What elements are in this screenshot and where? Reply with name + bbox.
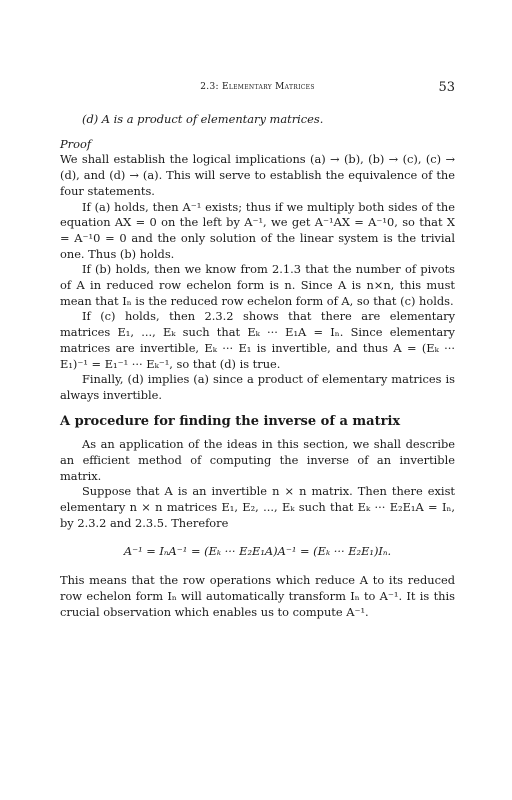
proof-paragraph: If (b) holds, then we know from 2.1.3 that the number of pivots of A in reduced row echelon form is n. Since A is n×n, this must mean that Iₙ is the reduced row echelon form of A, so that (c) holds.: [60, 262, 455, 308]
proof-paragraph: We shall establish the logical implications (a) → (b), (b) → (c), (c) → (d), and (d) → (a). This will serve to establish the equivalence of the four statements.: [60, 152, 455, 198]
proof-paragraph: If (a) holds, then A⁻¹ exists; thus if we multiply both sides of the equation AX = 0 on the left by A⁻¹, we get A⁻¹AX = A⁻¹0, so that X = A⁻¹0 = 0 and the only solution of the linear system is the trivial one. Thus (b) holds.: [60, 199, 455, 261]
section-paragraph: As an application of the ideas in this section, we shall describe an efficient method of computing the inverse of an invertible matrix.: [60, 437, 455, 483]
proof-label: Proof: [60, 136, 92, 151]
section-heading: A procedure for finding the inverse of a matrix: [60, 413, 401, 429]
display-equation: A⁻¹ = IₙA⁻¹ = (Eₖ ··· E₂E₁A)A⁻¹ = (Eₖ ··· E₂E₁)Iₙ.: [123, 543, 392, 558]
page-body: [60, 112, 455, 620]
running-title: 2.3: Elementary Matrices: [200, 82, 315, 92]
closing-paragraph: This means that the row operations which reduce A to its reduced row echelon form Iₙ will automatically transform Iₙ to A⁻¹. It is this crucial observation which enables us to compute A⁻¹.: [60, 573, 455, 619]
page-header: [60, 80, 455, 96]
page-number: 53: [438, 80, 455, 95]
proof-paragraph: Finally, (d) implies (a) since a product of elementary matrices is always invertible.: [60, 372, 455, 402]
section-paragraph: Suppose that A is an invertible n × n matrix. Then there exist elementary n × n matrices E₁, E₂, ..., Eₖ such that Eₖ ··· E₂E₁A = Iₙ, by 2.3.2 and 2.3.5. Therefore: [60, 484, 455, 530]
proof-paragraph: If (c) holds, then 2.3.2 shows that there are elementary matrices E₁, ..., Eₖ such that Eₖ ··· E₁A = Iₙ. Since elementary matrices are invertible, Eₖ ··· E₁ is invertible, and thus A = (Eₖ ··· E₁)⁻¹ = E₁⁻¹ ··· Eₖ⁻¹, so that (d) is true.: [60, 309, 455, 371]
statement-d: (d) A is a product of elementary matrices.: [82, 112, 324, 126]
